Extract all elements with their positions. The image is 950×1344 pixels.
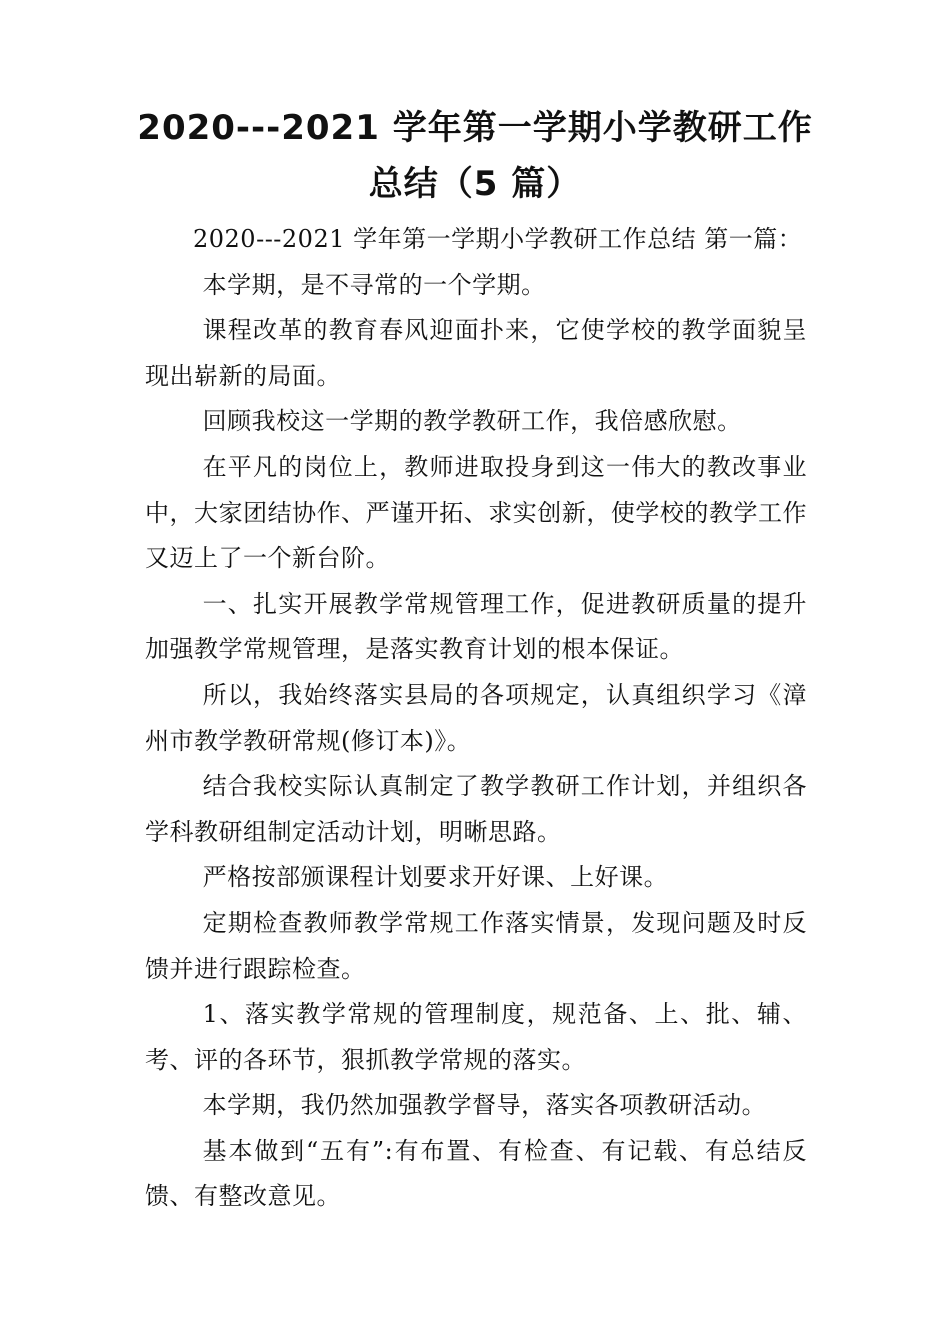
paragraph: 基本做到“五有”:有布置、有检查、有记载、有总结反馈、有整改意见。	[145, 1136, 807, 1211]
paragraph: 回顾我校这一学期的教学教研工作，我倍感欣慰。	[202, 407, 742, 436]
paragraph: 严格按部颁课程计划要求开好课、上好课。	[202, 863, 669, 892]
paragraph: 一、扎实开展教学常规管理工作，促进教研质量的提升加强教学常规管理，是落实教育计划的根本保证。	[145, 589, 807, 664]
paragraph: 课程改革的教育春风迎面扑来，它使学校的教学面貌呈现出崭新的局面。	[145, 316, 807, 390]
paragraph: 本学期，是不寻常的一个学期。	[202, 270, 546, 299]
paragraph: 结合我校实际认真制定了教学教研工作计划，并组织各学科教研组制定活动计划，明晰思路。	[145, 772, 807, 846]
paragraph: 在平凡的岗位上，教师进取投身到这一伟大的教改事业中，大家团结协作、严谨开拓、求实创新，使学校的教学工作又迈上了一个新台阶。	[145, 452, 807, 573]
paragraph: 定期检查教师教学常规工作落实情景，发现问题及时反馈并进行跟踪检查。	[145, 908, 807, 983]
paragraph: 本学期，我仍然加强教学督导，落实各项教研活动。	[202, 1091, 767, 1120]
document-title: 2020---2021 学年第一学期小学教研工作总结（5 篇）	[137, 108, 813, 204]
paragraph: 1、落实教学常规的管理制度，规范备、上、批、辅、考、评的各环节，狠抓教学常规的落实。	[145, 1000, 807, 1074]
paragraph-section-heading: 2020---2021 学年第一学期小学教研工作总结 第一篇：	[193, 225, 803, 253]
paragraph: 所以，我始终落实县局的各项规定，认真组织学习《漳州市教学教研常规(修订本)》。	[145, 680, 807, 755]
document-body	[145, 217, 807, 1220]
